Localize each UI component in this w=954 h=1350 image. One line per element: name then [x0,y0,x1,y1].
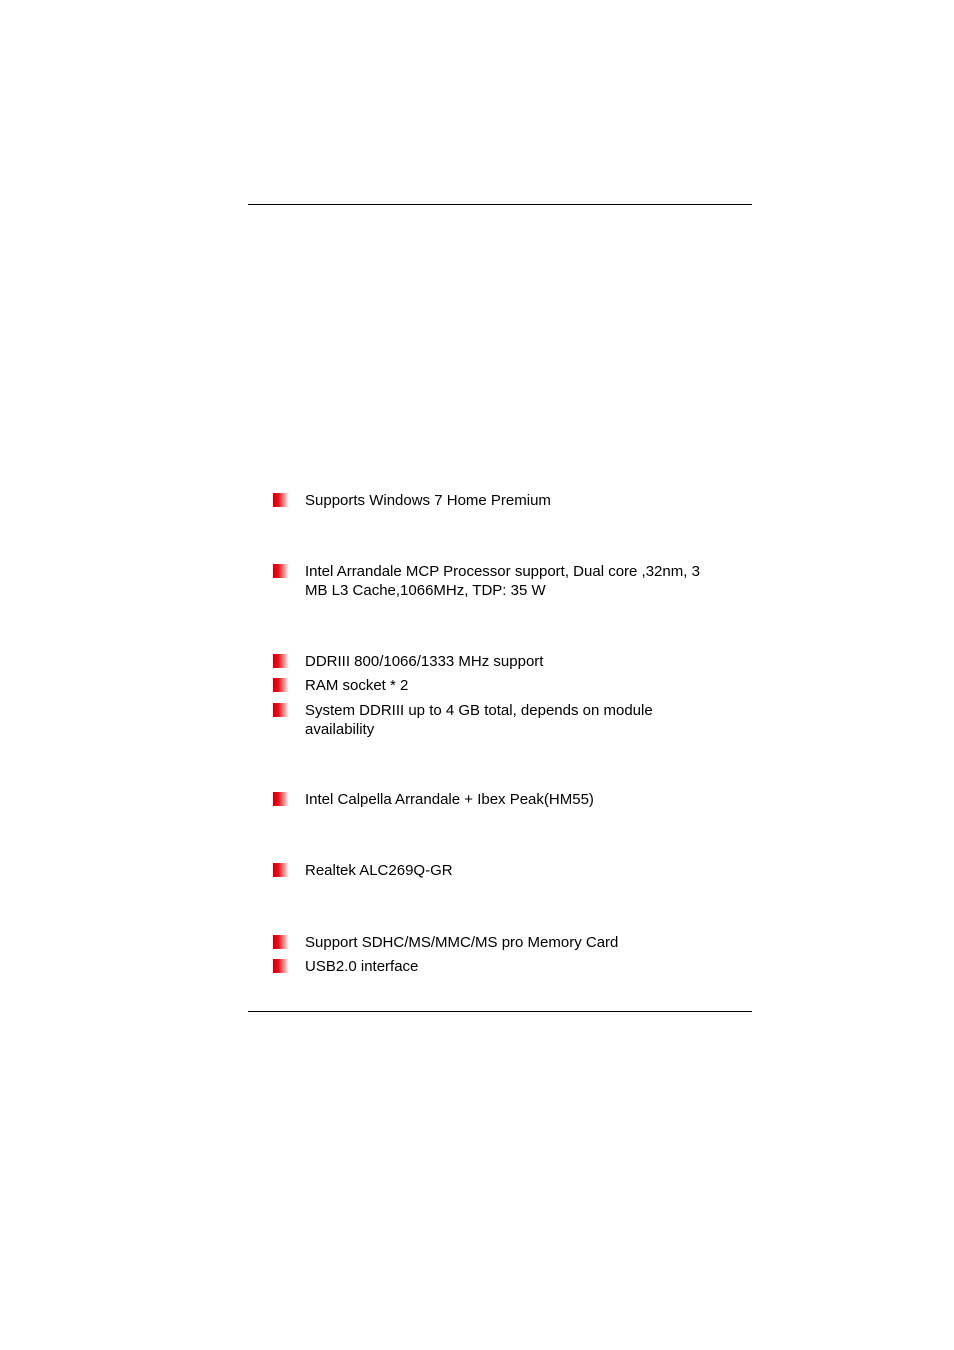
list-item-text: System DDRIII up to 4 GB total, depends on module availability [305,702,653,738]
list-item-text: DDRIII 800/1066/1333 MHz support [305,653,544,670]
bullet-icon [273,703,289,717]
list-item-text: USB2.0 interface [305,958,419,975]
bullet-icon [273,678,289,692]
bullet-icon [273,935,289,949]
list-item-text: Intel Arrandale MCP Processor support, Dual core ,32nm, 3 MB L3 Cache,1066MHz, TDP: 35 W [305,563,700,599]
bottom-rule [248,1011,752,1012]
list-item-text: Support SDHC/MS/MMC/MS pro Memory Card [305,934,619,951]
list-item-text: Realtek ALC269Q-GR [305,862,453,879]
bullet-icon [273,863,289,877]
bullet-icon [273,564,289,578]
list-item-text: Supports Windows 7 Home Premium [305,492,551,509]
bullet-icon [273,493,289,507]
list-item-text: Intel Calpella Arrandale + Ibex Peak(HM55) [305,791,594,808]
bullet-icon [273,792,289,806]
list-item-text: RAM socket * 2 [305,677,409,694]
bullet-icon [273,959,289,973]
top-rule [248,204,752,205]
bullet-icon [273,654,289,668]
